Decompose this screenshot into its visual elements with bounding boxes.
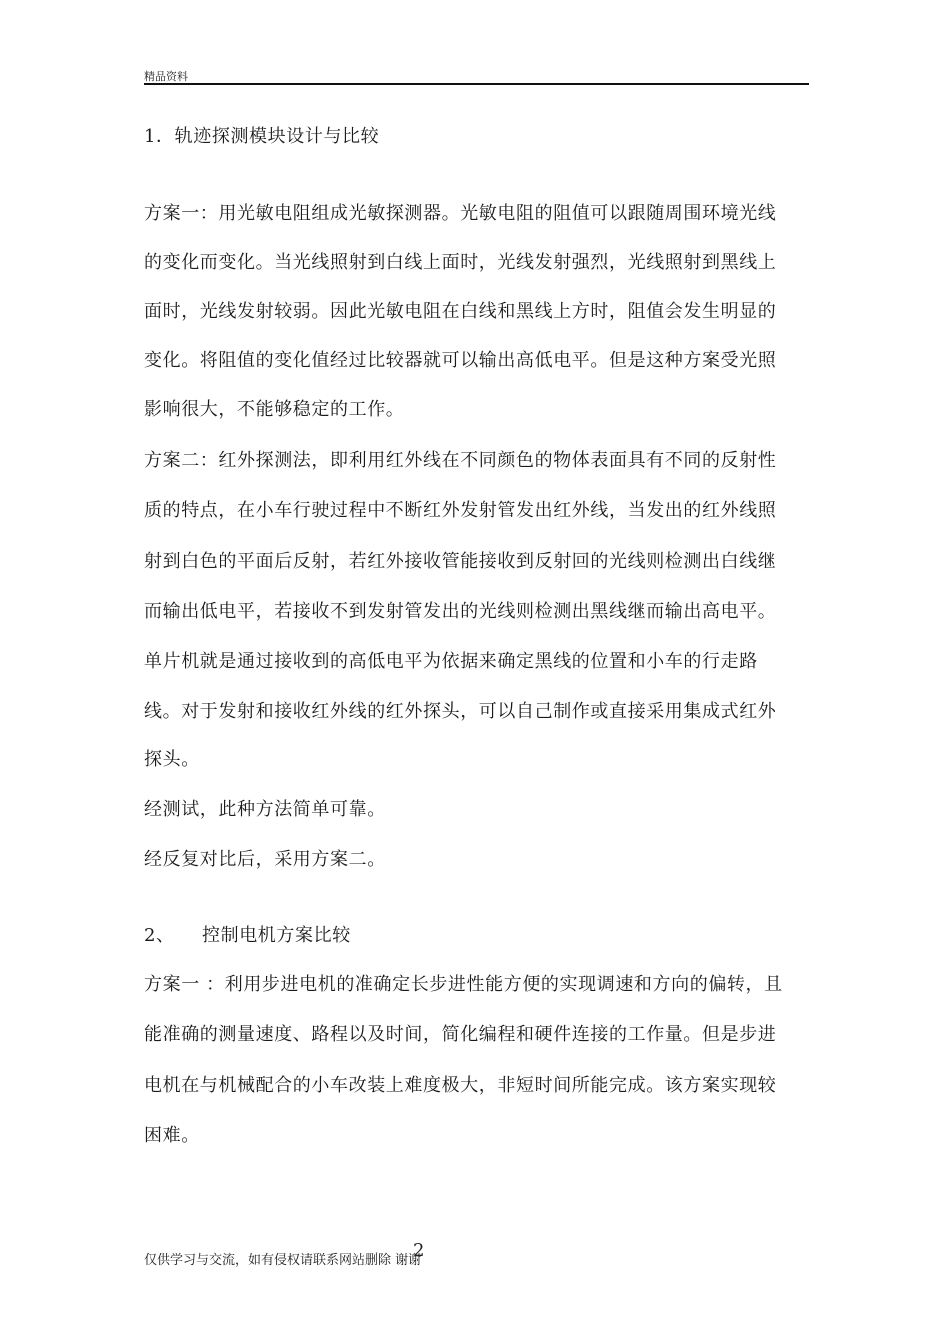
paragraph-line: 探头。: [144, 749, 200, 770]
section-2-heading: [144, 924, 351, 948]
paragraph-line: 能准确的测量速度、路程以及时间，简化编程和硬件连接的工作量。但是步进: [144, 1024, 777, 1045]
section-2-title: 控制电机方案比较: [202, 925, 351, 946]
paragraph-line: 经反复对比后，采用方案二。: [144, 849, 386, 870]
paragraph-line: 面时，光线发射较弱。因此光敏电阻在白线和黑线上方时，阻值会发生明显的: [144, 301, 777, 322]
paragraph-line: 线。对于发射和接收红外线的红外探头，可以自己制作或直接采用集成式红外: [144, 701, 777, 722]
paragraph-line: 的变化而变化。当光线照射到白线上面时，光线发射强烈，光线照射到黑线上: [144, 252, 777, 273]
paragraph-line: 单片机就是通过接收到的高低电平为依据来确定黑线的位置和小车的行走路: [144, 651, 758, 672]
header-divider: [144, 83, 809, 85]
paragraph-line: 变化。将阻值的变化值经过比较器就可以输出高低电平。但是这种方案受光照: [144, 350, 777, 371]
paragraph-line: 而输出低电平，若接收不到发射管发出的光线则检测出黑线继而输出高电平。: [144, 601, 777, 622]
header-label: 精品资料: [144, 70, 188, 83]
section-2-number: 2、: [144, 925, 175, 946]
paragraph-line: 方案一：用光敏电阻组成光敏探测器。光敏电阻的阻值可以跟随周围环境光线: [144, 203, 777, 224]
paragraph-line: 方案二：红外探测法，即利用红外线在不同颜色的物体表面具有不同的反射性: [144, 450, 777, 471]
page-number: 2: [413, 1240, 425, 1261]
paragraph-line: 电机在与机械配合的小车改装上难度极大，非短时间所能完成。该方案实现较: [144, 1075, 777, 1096]
paragraph-line: 质的特点，在小车行驶过程中不断红外发射管发出红外线，当发出的红外线照: [144, 500, 777, 521]
paragraph-line: 射到白色的平面后反射，若红外接收管能接收到反射回的光线则检测出白线继: [144, 551, 777, 572]
paragraph-line: 方案一 ：利用步进电机的准确定长步进性能方便的实现调速和方向的偏转，且: [144, 974, 783, 995]
paragraph-line: 经测试，此种方法简单可靠。: [144, 799, 386, 820]
paragraph-line: 困难。: [144, 1125, 200, 1146]
section-1-heading: 1．轨迹探测模块设计与比较: [144, 126, 380, 147]
footer-notice: 仅供学习与交流，如有侵权请联系网站删除 谢谢: [144, 1253, 422, 1268]
paragraph-line: 影响很大，不能够稳定的工作。: [144, 399, 405, 420]
